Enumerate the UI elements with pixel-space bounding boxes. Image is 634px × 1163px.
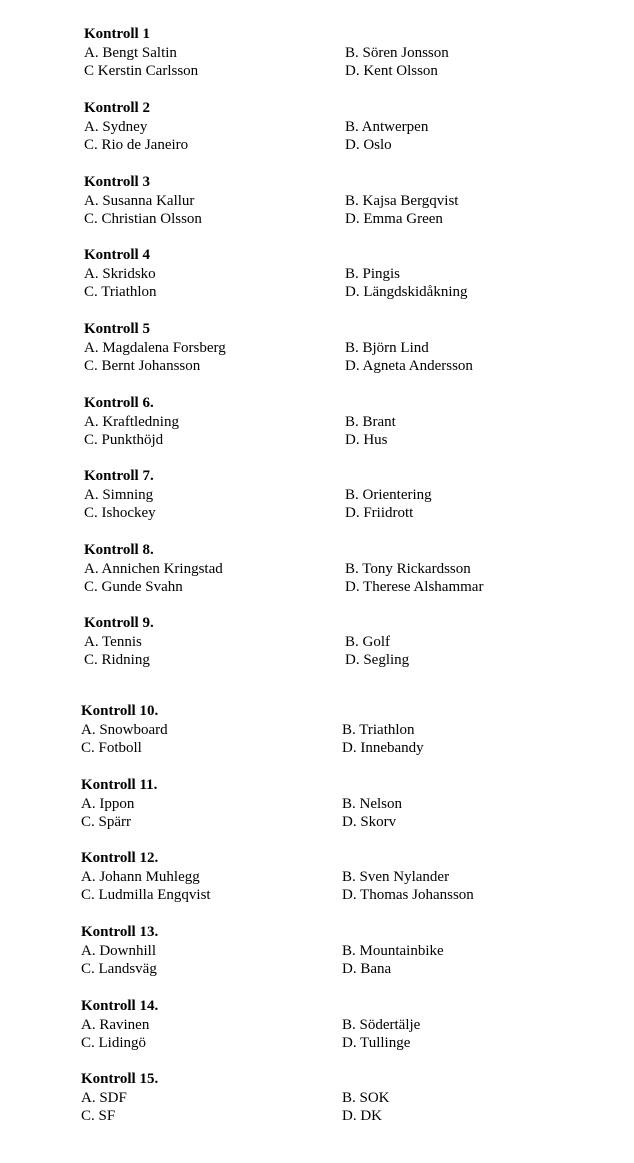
answer-a: A. SDF [81,1089,127,1106]
answer-d: D. Friidrott [345,505,414,521]
answer-b: B. Brant [345,413,396,430]
question-title: Kontroll 5 [84,321,150,337]
answer-row-cd [84,431,624,450]
answer-b: B. Pingis [345,265,401,282]
question-title: Kontroll 15. [81,1071,159,1087]
answer-b: B. Sven Nylander [342,868,450,885]
answer-a: A. Downhill [81,942,156,959]
answer-row-cd [84,504,624,523]
answer-c: C. Triathlon [84,284,157,300]
answer-c: C. SF [81,1108,116,1124]
question-block-10 [81,702,621,758]
answer-b: B. Nelson [342,795,402,812]
question-block-7 [84,467,624,523]
answer-row-ab [84,413,624,432]
answer-d: D. Innebandy [342,740,424,756]
answer-row-cd [81,1107,621,1126]
question-title: Kontroll 8. [84,542,154,558]
answer-d: D. Emma Green [345,211,443,227]
question-title: Kontroll 10. [81,703,159,719]
question-block-8 [84,541,624,597]
answer-d: D. Tullinge [342,1035,411,1051]
answer-row-cd [84,357,624,376]
answer-d: D. DK [342,1108,382,1124]
question-block-6 [84,394,624,450]
answer-row-cd [84,283,624,302]
answer-a: A. Magdalena Forsberg [84,339,226,356]
answer-row-cd [84,62,624,81]
answer-a: A. Annichen Kringstad [84,560,223,577]
answer-b: B. Sören Jonsson [345,44,449,61]
answer-row-cd [81,813,621,832]
question-block-14 [81,997,621,1053]
answer-c: C. Rio de Janeiro [84,137,189,153]
question-title: Kontroll 13. [81,924,159,940]
answer-a: A. Kraftledning [84,413,179,430]
question-block-5 [84,320,624,376]
question-block-4 [84,246,624,302]
answer-b: B. Orientering [345,486,432,503]
answer-row-ab [84,633,624,652]
question-title: Kontroll 12. [81,850,159,866]
question-block-1 [84,25,624,81]
answer-a: A. Johann Muhlegg [81,868,200,885]
answer-c: C. Bernt Johansson [84,358,201,374]
answer-row-cd [81,960,621,979]
answer-b: B. Tony Rickardsson [345,560,471,577]
answer-c: C. Spärr [81,814,131,830]
answer-row-ab [81,1089,621,1108]
answer-row-ab [84,265,624,284]
question-block-2 [84,99,624,155]
question-block-15 [81,1070,621,1126]
answer-row-cd [84,210,624,229]
answer-b: B. SOK [342,1089,390,1106]
answer-a: A. Simning [84,486,154,503]
answer-c: C. Ludmilla Engqvist [81,887,211,903]
answer-row-cd [84,578,624,597]
answer-b: B. Södertälje [342,1016,421,1033]
answer-a: A. Susanna Kallur [84,192,195,209]
answer-b: B. Mountainbike [342,942,444,959]
answer-row-cd [81,1034,621,1053]
answer-b: B. Björn Lind [345,339,429,356]
question-title: Kontroll 6. [84,395,154,411]
question-title: Kontroll 9. [84,615,154,631]
answer-row-cd [81,886,621,905]
question-block-11 [81,776,621,832]
answer-d: D. Segling [345,652,410,668]
answer-d: D. Skorv [342,814,397,830]
answer-a: A. Bengt Saltin [84,44,177,61]
answer-c: C. Landsväg [81,961,157,977]
answer-a: A. Ravinen [81,1016,150,1033]
question-block-9 [84,614,624,670]
answer-b: B. Golf [345,633,390,650]
answer-d: D. Bana [342,961,392,977]
answer-row-ab [84,192,624,211]
answer-c: C. Lidingö [81,1035,147,1051]
answer-row-ab [84,44,624,63]
question-block-12 [81,849,621,905]
answer-c: C. Ridning [84,652,150,668]
answer-row-ab [84,486,624,505]
question-title: Kontroll 1 [84,26,150,42]
answer-d: D. Therese Alshammar [345,579,484,595]
answer-c: C. Fotboll [81,740,142,756]
answer-c: C. Christian Olsson [84,211,202,227]
answer-row-ab [84,339,624,358]
answer-row-cd [84,651,624,670]
question-block-3 [84,173,624,229]
answer-a: A. Sydney [84,118,148,135]
answer-c: C. Gunde Svahn [84,579,183,595]
question-title: Kontroll 2 [84,100,150,116]
answer-b: B. Antwerpen [345,118,429,135]
question-title: Kontroll 3 [84,174,150,190]
answer-d: D. Hus [345,432,388,448]
answer-row-ab [84,118,624,137]
answer-a: A. Snowboard [81,721,168,738]
question-title: Kontroll 4 [84,247,150,263]
answer-d: D. Oslo [345,137,392,153]
answer-row-cd [84,136,624,155]
answer-row-ab [81,1016,621,1035]
answer-a: A. Ippon [81,795,135,812]
answer-d: D. Längdskidåkning [345,284,468,300]
question-title: Kontroll 14. [81,998,159,1014]
answer-b: B. Kajsa Bergqvist [345,192,459,209]
answer-row-ab [81,721,621,740]
answer-row-ab [81,868,621,887]
answer-b: B. Triathlon [342,721,415,738]
answer-a: A. Tennis [84,633,142,650]
answer-a: A. Skridsko [84,265,156,282]
answer-d: D. Thomas Johansson [342,887,474,903]
answer-c: C. Punkthöjd [84,432,164,448]
answer-c: C. Ishockey [84,505,156,521]
question-title: Kontroll 7. [84,468,154,484]
answer-row-ab [81,795,621,814]
answer-row-ab [84,560,624,579]
question-block-13 [81,923,621,979]
answer-d: D. Agneta Andersson [345,358,473,374]
answer-row-ab [81,942,621,961]
answer-row-cd [81,739,621,758]
answer-d: D. Kent Olsson [345,63,438,79]
question-title: Kontroll 11. [81,777,158,793]
answer-c: C Kerstin Carlsson [84,63,199,79]
